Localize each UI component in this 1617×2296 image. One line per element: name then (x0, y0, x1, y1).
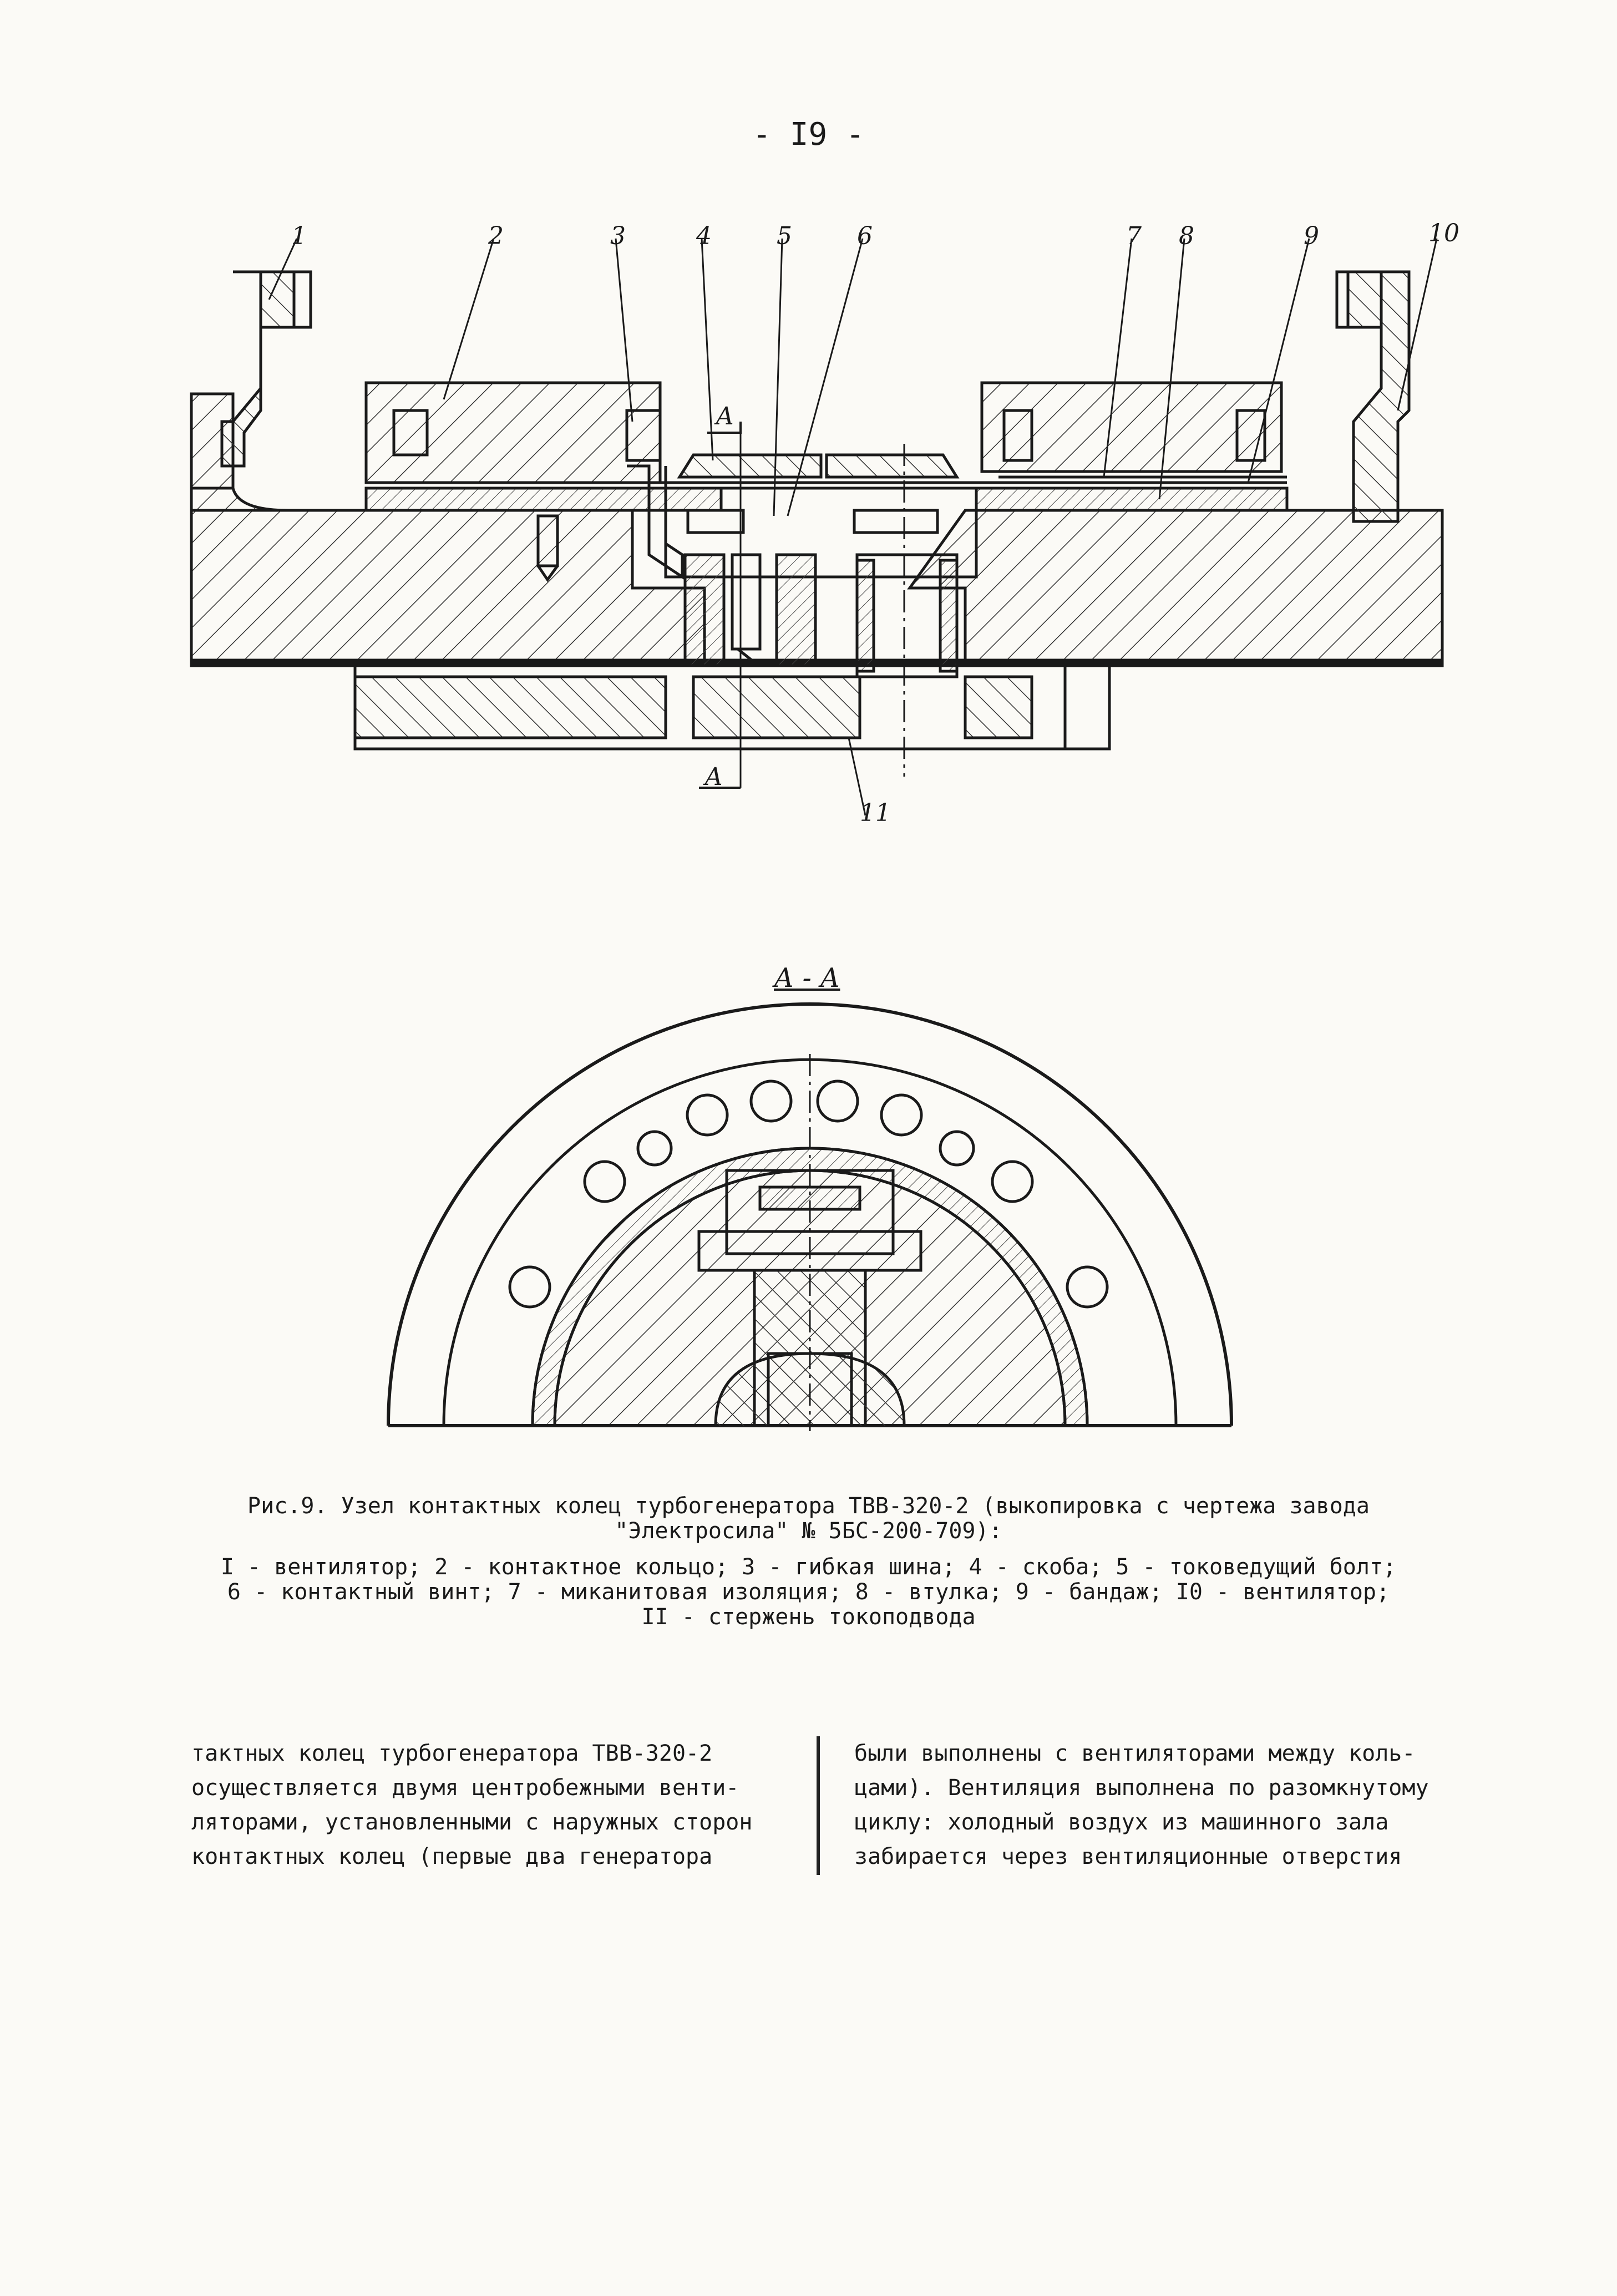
section-title: А - А (774, 962, 840, 994)
section-mark-bottom: А (704, 763, 723, 791)
figure-caption-line-2: "Электросила" № 5БС-200-709): (615, 1518, 1002, 1544)
legend-line-1: I - вентилятор; 2 - контактное кольцо; 3 - гибкая шина; 4 - скоба; 5 - токоведущий болт; (220, 1554, 1397, 1580)
page-number: - I9 - (752, 116, 865, 153)
callout-11: 11 (860, 799, 891, 827)
column-divider (817, 1736, 820, 1875)
body-line: осуществляется двумя центробежными венти- (191, 1775, 739, 1801)
callout-5: 5 (777, 222, 792, 250)
body-line: забирается через вентиляционные отверстия (854, 1844, 1402, 1869)
body-line: циклу: холодный воздух из машинного зала (854, 1810, 1389, 1835)
body-line: цами). Вентиляция выполнена по разомкнутому (854, 1775, 1429, 1801)
body-line: контактных колец (первые два генератора (191, 1844, 713, 1869)
callout-9: 9 (1304, 222, 1319, 250)
callout-6: 6 (857, 222, 873, 250)
callout-4: 4 (696, 222, 712, 250)
section-mark-top: А (716, 402, 734, 430)
callout-3: 3 (610, 222, 626, 250)
legend-line-3: II - стержень токоподвода (641, 1604, 976, 1630)
body-line: ляторами, установленными с наружных сторон (191, 1810, 753, 1835)
callout-8: 8 (1179, 222, 1194, 250)
figure-caption-line-1: Рис.9. Узел контактных колец турбогенератора ТВВ-320-2 (выкопировка с чертежа завода (247, 1493, 1370, 1519)
legend-line-2: 6 - контактный винт; 7 - миканитовая изоляция; 8 - втулка; 9 - бандаж; I0 - вентилятор; (227, 1579, 1390, 1605)
callout-7: 7 (1126, 222, 1142, 250)
body-line: тактных колец турбогенератора ТВВ-320-2 (191, 1741, 713, 1766)
callout-10: 10 (1428, 219, 1459, 247)
callout-1: 1 (291, 222, 307, 250)
body-line: были выполнены с вентиляторами между коль- (854, 1741, 1416, 1766)
callout-2: 2 (488, 222, 504, 250)
